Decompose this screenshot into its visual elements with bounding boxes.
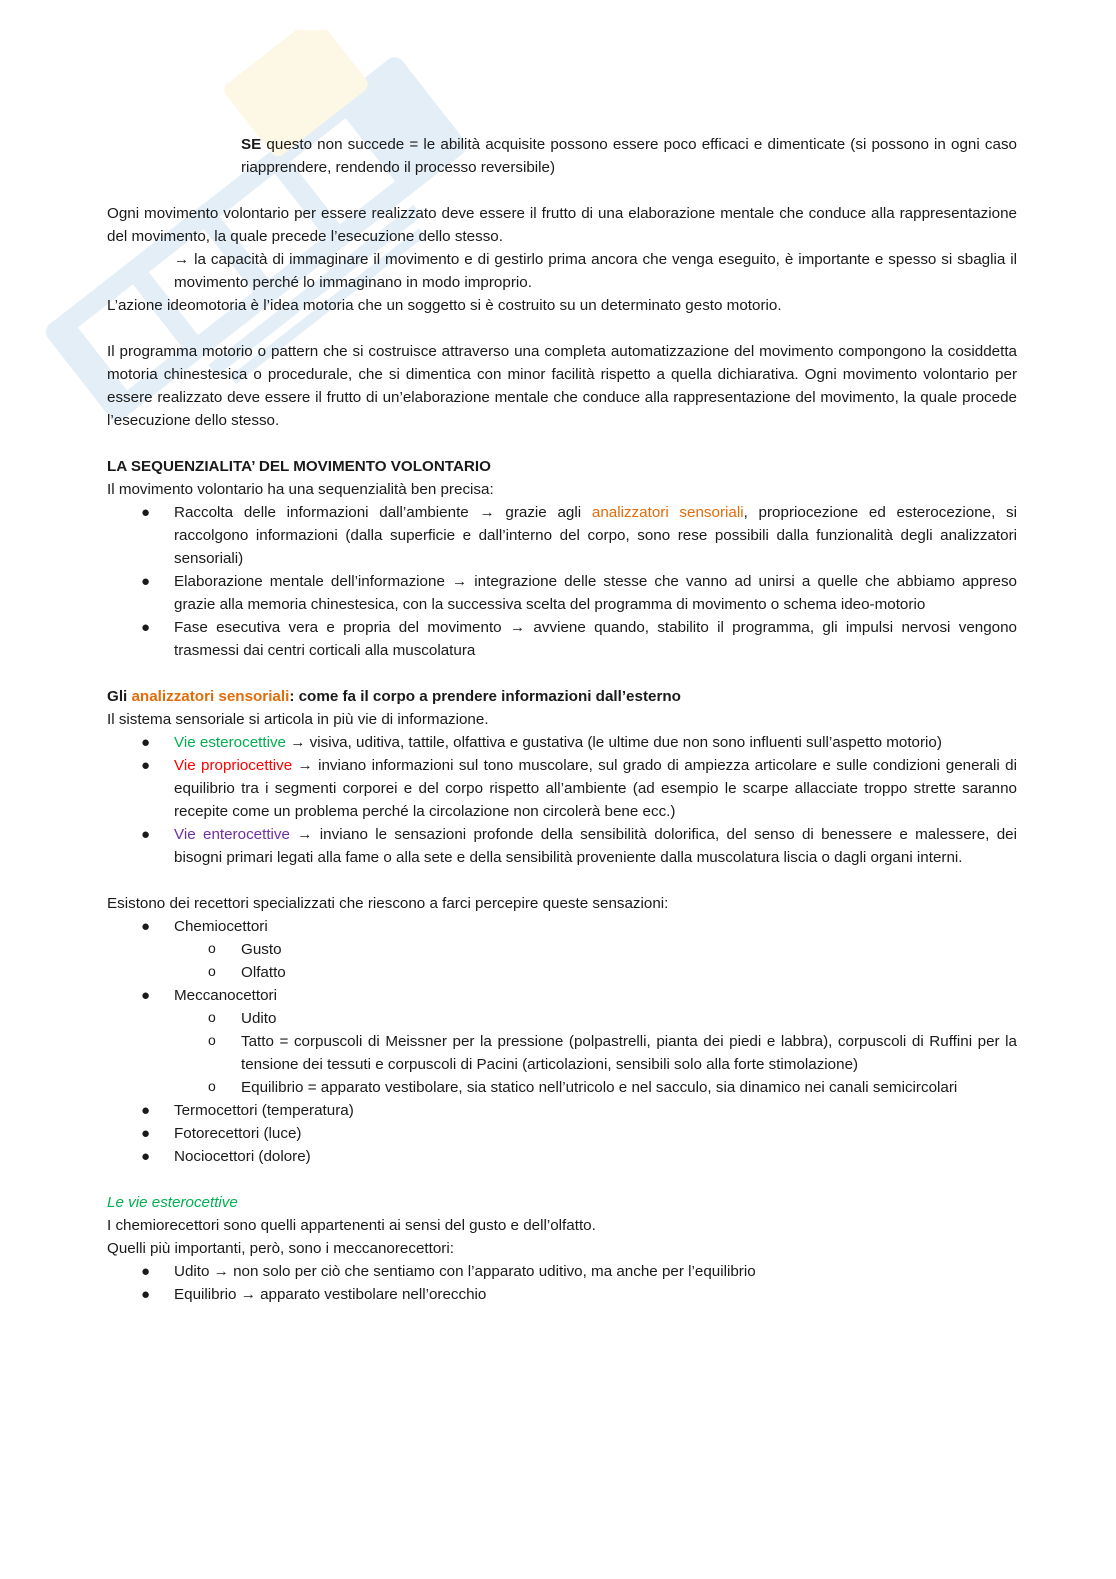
highlight-analizzatori-heading: analizzatori sensoriali xyxy=(131,688,290,705)
paragraph-rappresentazione: Ogni movimento volontario per essere realizzato deve essere il frutto di una elaborazione mentale che conduce alla rappresentazione del movimento, la quale precede l’esecuzione dello stesso. xyxy=(107,205,1017,245)
se-text: questo non succede = le abilità acquisite possono essere poco efficaci e dimenticate (si possono in ogni caso riapprendere, rendendo il processo reversibile) xyxy=(241,136,1017,176)
list-item: ● Raccolta delle informazioni dall’ambiente → grazie agli analizzatori sensoriali, propriocezione ed esterocezione, si raccolgono informazioni (dalla superficie e dall’interno del corpo, sono rese possibili dalla funzionalità degli analizzatori sensoriali) xyxy=(107,501,1017,570)
sublist-item: o Olfatto xyxy=(174,961,1017,984)
bullet-icon: ● xyxy=(141,734,151,751)
label-propriocettive: Vie propriocettive xyxy=(174,757,293,774)
se-bold: SE xyxy=(241,136,262,153)
bullet-icon: ● xyxy=(141,826,151,843)
list-item: ● Chemiocettori o Gusto o Olfatto xyxy=(107,915,1017,984)
vie-list xyxy=(107,731,1017,869)
circle-bullet-icon: o xyxy=(208,963,216,979)
list-item: ● Elaborazione mentale dell’informazione → integrazione delle stesse che vanno ad unirsi a quelle che abbiamo appreso grazie alla memoria chinestesica, con la successiva scelta del programma di movimento o schema ideo-motorio xyxy=(107,570,1017,616)
meccanorecettori-list xyxy=(107,1260,1017,1306)
paragraph-immaginare: → la capacità di immaginare il movimento e di gestirlo prima ancora che venga eseguito, è importante e spesso si sbaglia il movimento perché lo immaginano in modo improprio. xyxy=(174,251,1017,291)
circle-bullet-icon: o xyxy=(208,1032,216,1048)
bullet-icon: ● xyxy=(141,1148,151,1165)
bullet-icon: ● xyxy=(141,918,151,935)
recettori-lead: Esistono dei recettori specializzati che riescono a farci percepire queste sensazioni: xyxy=(107,895,669,912)
sublist-item: o Equilibrio = apparato vestibolare, sia statico nell’utricolo e nel sacculo, sia dinamico nei canali semicircolari xyxy=(174,1076,1017,1099)
bullet-icon: ● xyxy=(141,619,151,636)
label-esterocettive: Vie esterocettive xyxy=(174,734,287,751)
sequenzialita-list xyxy=(107,501,1017,662)
list-item: ● Equilibrio → apparato vestibolare nell’orecchio xyxy=(107,1283,1017,1306)
bullet-icon: ● xyxy=(141,1125,151,1142)
vie-esterocettive-p1: I chemiorecettori sono quelli appartenenti ai sensi del gusto e dell’olfatto. xyxy=(107,1217,596,1234)
paragraph-programma-motorio: Il programma motorio o pattern che si costruisce attraverso una completa automatizzazione del movimento compongono la cosiddetta motoria chinestesica o procedurale, che si dimentica con minor facilità rispetto a quella dichiarativa. Ogni movimento volontario per essere realizzato deve essere il frutto di un’elaborazione mentale che conduce alla rappresentazione del movimento, la quale procede l’esecuzione dello stesso. xyxy=(107,343,1017,429)
bullet-icon: ● xyxy=(141,1286,151,1303)
list-item: ● Nociocettori (dolore) xyxy=(107,1145,1017,1168)
sublist-item: o Tatto = corpuscoli di Meissner per la pressione (polpastrelli, pianta dei piedi e labbra), corpuscoli di Ruffini per la tensione dei tessuti e corpuscoli di Pacini (articolazioni, sensibili solo alla forte stimolazione) xyxy=(174,1030,1017,1076)
list-item: ● Vie esterocettive → visiva, uditiva, tattile, olfattiva e gustativa (le ultime due non sono influenti sull’aspetto motorio) xyxy=(107,731,1017,754)
heading-vie-esterocettive: Le vie esterocettive xyxy=(107,1194,238,1211)
analizzatori-lead: Il sistema sensoriale si articola in più vie di informazione. xyxy=(107,711,489,728)
bullet-icon: ● xyxy=(141,987,151,1004)
se-paragraph xyxy=(241,133,1017,179)
document-page xyxy=(107,133,1017,1306)
list-item: ● Fotorecettori (luce) xyxy=(107,1122,1017,1145)
bullet-icon: ● xyxy=(141,573,151,590)
list-item: ● Meccanocettori o Udito o Tatto = corpuscoli di Meissner per la pressione (polpastrelli, pianta dei piedi e labbra), corpuscoli di Ruffini per la tensione dei tessuti e corpuscoli di Pacini (articolazioni, sensibili solo alla forte stimolazione) o Equilibrio = apparato vestibolare, sia statico nell’utricolo e nel sacculo, sia dinamico nei canali semicircolari xyxy=(107,984,1017,1099)
label-enterocettive: Vie enterocettive xyxy=(174,826,290,843)
heading-analizzatori: Gli analizzatori sensoriali: come fa il corpo a prendere informazioni dall’esterno xyxy=(107,688,681,705)
recettori-list xyxy=(107,915,1017,1168)
circle-bullet-icon: o xyxy=(208,1009,216,1025)
highlight-analizzatori: analizzatori sensoriali xyxy=(591,504,744,521)
sequenzialita-lead: Il movimento volontario ha una sequenzialità ben precisa: xyxy=(107,481,494,498)
list-item: ● Udito → non solo per ciò che sentiamo con l’apparato uditivo, ma anche per l’equilibrio xyxy=(107,1260,1017,1283)
sublist-item: o Udito xyxy=(174,1007,1017,1030)
bullet-icon: ● xyxy=(141,504,151,521)
list-item: ● Termocettori (temperatura) xyxy=(107,1099,1017,1122)
sublist xyxy=(174,1007,1017,1099)
heading-sequenzialita: LA SEQUENZIALITA’ DEL MOVIMENTO VOLONTARIO xyxy=(107,458,491,475)
circle-bullet-icon: o xyxy=(208,1078,216,1094)
list-item: ● Vie propriocettive → inviano informazioni sul tono muscolare, sul grado di ampiezza articolare e sulle condizioni generali di equilibrio tra i segmenti corporei e del corpo rispetto all’ambiente (ad esempio le scarpe allacciate troppo strette saranno recepite come un problema perché la circolazione non circolerà bene ecc.) xyxy=(107,754,1017,823)
bullet-icon: ● xyxy=(141,1102,151,1119)
paragraph-ideomotoria: L’azione ideomotoria è l’idea motoria che un soggetto si è costruito su un determinato gesto motorio. xyxy=(107,297,782,314)
bullet-icon: ● xyxy=(141,757,151,774)
circle-bullet-icon: o xyxy=(208,940,216,956)
vie-esterocettive-p2: Quelli più importanti, però, sono i meccanorecettori: xyxy=(107,1240,454,1257)
sublist xyxy=(174,938,1017,984)
bullet-icon: ● xyxy=(141,1263,151,1280)
list-item: ● Vie enterocettive → inviano le sensazioni profonde della sensibilità dolorifica, del senso di benessere e malessere, dei bisogni primari legati alla fame o alla sete e della sensibilità proveniente dalla muscolatura liscia o dagli organi interni. xyxy=(107,823,1017,869)
sublist-item: o Gusto xyxy=(174,938,1017,961)
list-item: ● Fase esecutiva vera e propria del movimento → avviene quando, stabilito il programma, gli impulsi nervosi vengono trasmessi dai centri corticali alla muscolatura xyxy=(107,616,1017,662)
